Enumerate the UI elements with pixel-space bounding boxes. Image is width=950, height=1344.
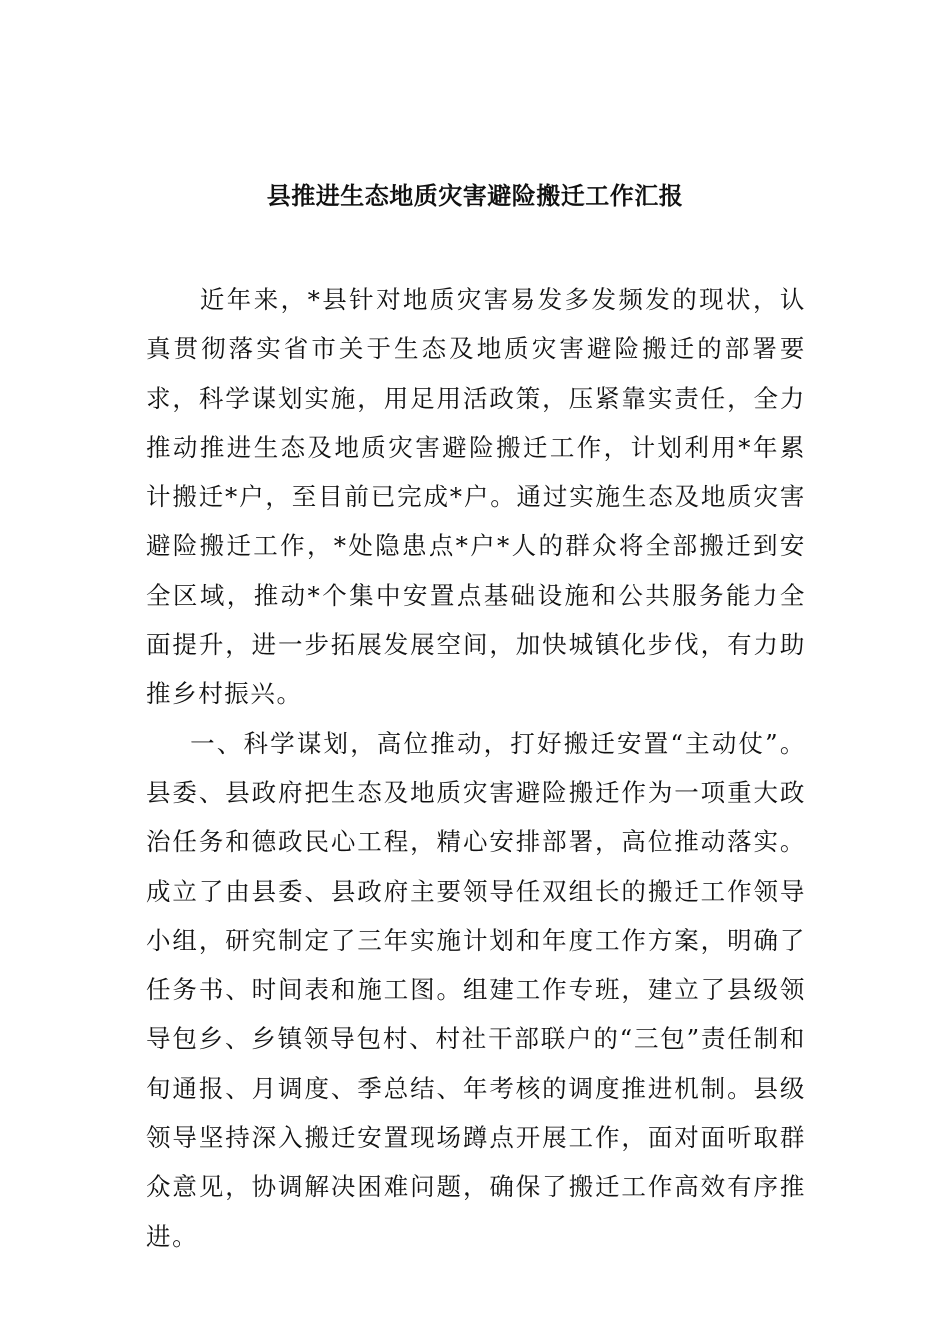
document-body	[146, 275, 806, 1261]
paragraph-section-one: 一、科学谋划，高位推动，打好搬迁安置“主动仗”。县委、县政府把生态及地质灾害避险搬迁作为一项重大政治任务和德政民心工程，精心安排部署，高位推动落实。成立了由县委、县政府主要领导任双组长的搬迁工作领导小组，研究制定了三年实施计划和年度工作方案，明确了任务书、时间表和施工图。组建工作专班，建立了县级领导包乡、乡镇领导包村、村社干部联户的“三包”责任制和旬通报、月调度、季总结、年考核的调度推进机制。县级领导坚持深入搬迁安置现场蹲点开展工作，面对面听取群众意见，协调解决困难问题，确保了搬迁工作高效有序推进。	[146, 728, 806, 1251]
paragraph-intro: 近年来，*县针对地质灾害易发多发频发的现状，认真贯彻落实省市关于生态及地质灾害避险搬迁的部署要求，科学谋划实施，用足用活政策，压紧靠实责任，全力推动推进生态及地质灾害避险搬迁工作，计划利用*年累计搬迁*户，至目前已完成*户。通过实施生态及地质灾害避险搬迁工作，*处隐患点*户*人的群众将全部搬迁到安全区域，推动*个集中安置点基础设施和公共服务能力全面提升，进一步拓展发展空间，加快城镇化步伐，有力助推乡村振兴。	[146, 285, 806, 709]
document-title: 县推进生态地质灾害避险搬迁工作汇报	[266, 182, 684, 211]
